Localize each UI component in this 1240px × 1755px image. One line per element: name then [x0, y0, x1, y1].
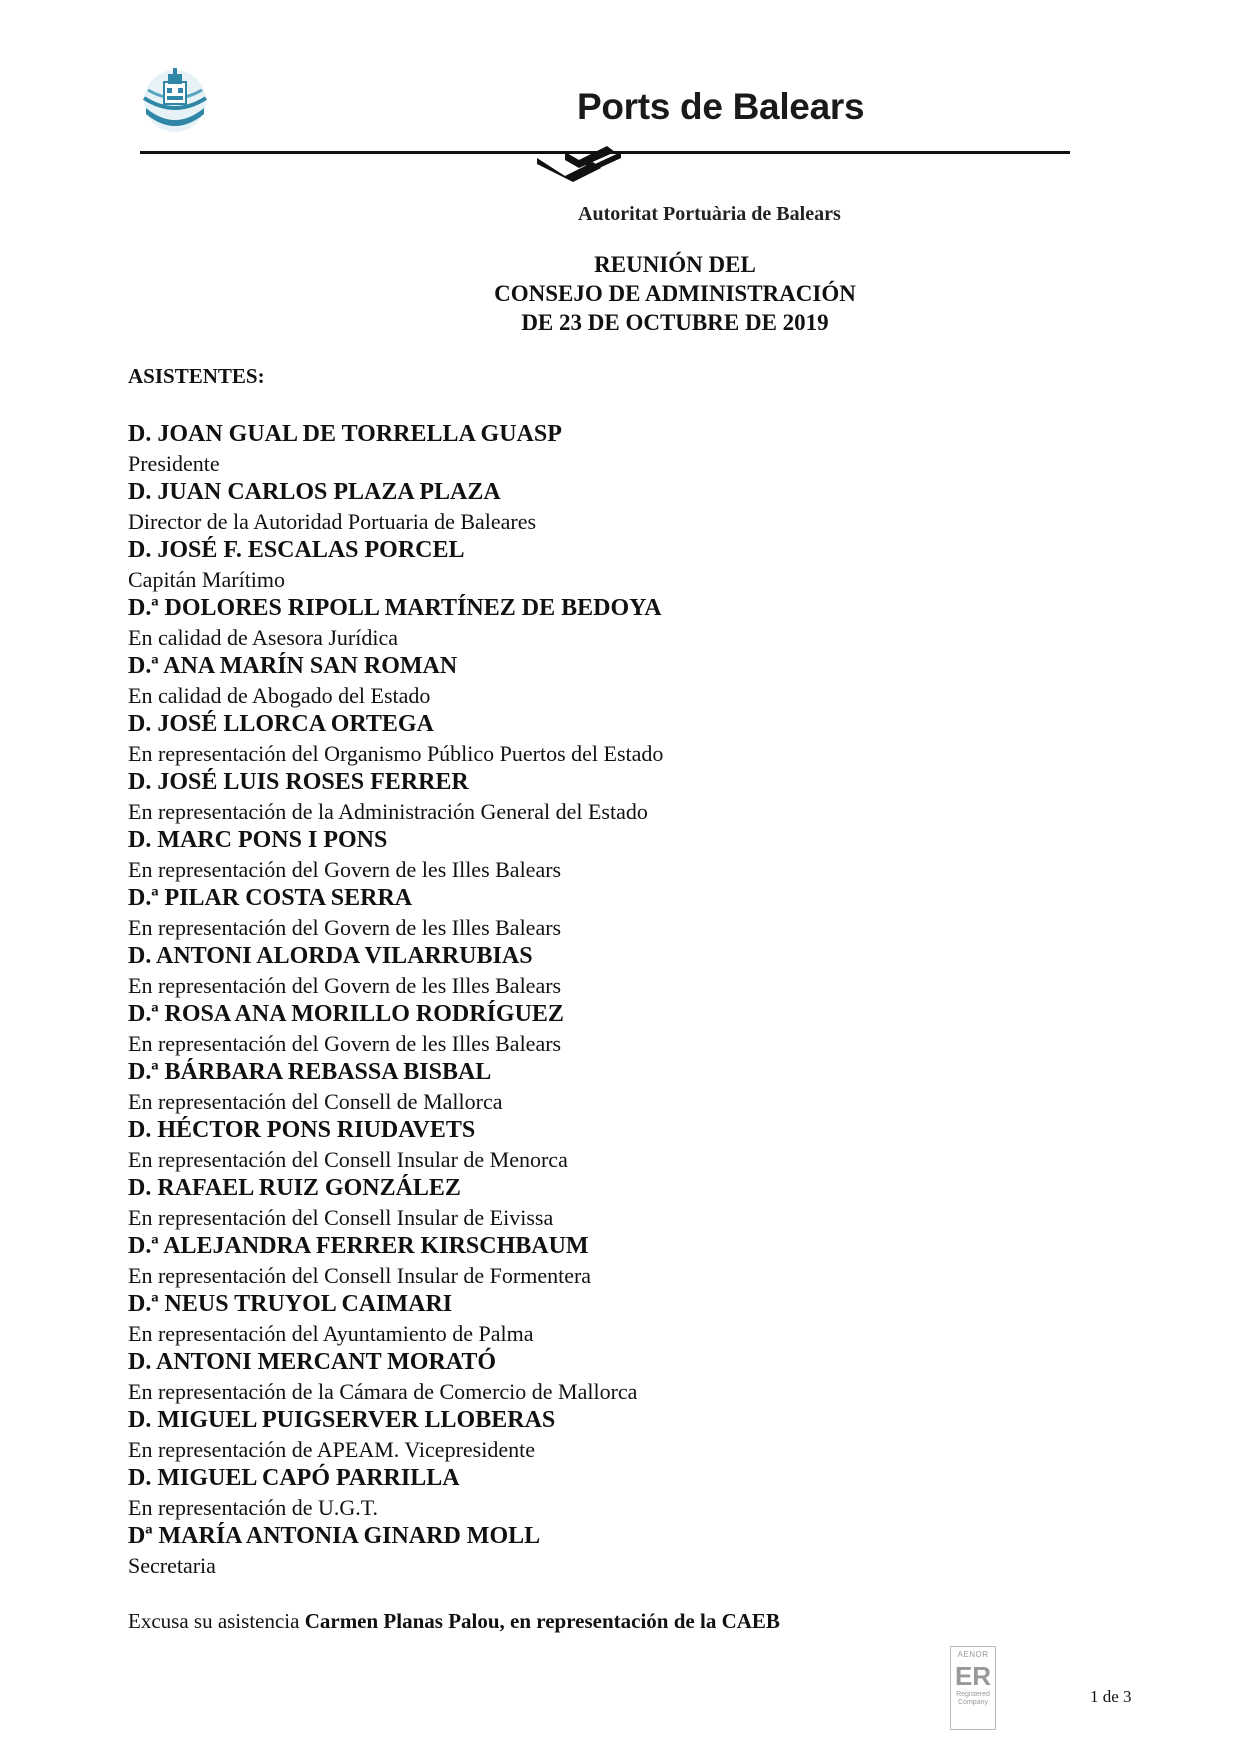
attendee-name: Dª MARÍA ANTONIA GINARD MOLL: [128, 1523, 541, 1549]
attendee-entry: [128, 884, 1028, 942]
attendee-role: En representación del Organismo Público Puertos del Estado: [128, 741, 664, 766]
attendee-entry: [128, 536, 1028, 594]
attendee-name: D. MARC PONS I PONS: [128, 827, 388, 853]
attendee-role: Secretaria: [128, 1553, 216, 1578]
attendee-name: D. HÉCTOR PONS RIUDAVETS: [128, 1117, 476, 1143]
attendee-name: D.ª BÁRBARA REBASSA BISBAL: [128, 1059, 492, 1085]
attendee-name: D. JOSÉ F. ESCALAS PORCEL: [128, 537, 465, 563]
attendee-role: En representación de la Cámara de Comercio de Mallorca: [128, 1379, 638, 1404]
attendee-role: En representación del Consell Insular de Menorca: [128, 1147, 568, 1172]
ports-de-balears-logo: [140, 68, 210, 134]
attendee-role: En representación del Ayuntamiento de Palma: [128, 1321, 534, 1346]
attendee-name: D. MIGUEL CAPÓ PARRILLA: [128, 1465, 460, 1491]
attendee-entry: [128, 1464, 1028, 1522]
brand-name: Ports de Balears: [577, 86, 865, 127]
attendee-entry: [128, 1058, 1028, 1116]
attendee-role: En calidad de Abogado del Estado: [128, 683, 431, 708]
attendee-name: D. JOSÉ LUIS ROSES FERRER: [128, 769, 469, 795]
attendee-entry: [128, 1290, 1028, 1348]
attendee-role: En representación de APEAM. Vicepresidente: [128, 1437, 535, 1462]
attendee-entry: [128, 826, 1028, 884]
attendee-entry: [128, 1406, 1028, 1464]
authority-name: Autoritat Portuària de Balears: [578, 203, 841, 225]
excused-absence-note: [128, 1609, 780, 1634]
title-line-3: DE 23 DE OCTUBRE DE 2019: [521, 310, 829, 335]
attendee-name: D. JOSÉ LLORCA ORTEGA: [128, 711, 434, 737]
attendee-entry: [128, 710, 1028, 768]
attendee-role: Capitán Marítimo: [128, 567, 286, 592]
attendee-role: En representación del Govern de les Illes Balears: [128, 1031, 562, 1056]
attendee-role: En representación del Govern de les Illes Balears: [128, 857, 562, 882]
attendee-name: D.ª DOLORES RIPOLL MARTÍNEZ DE BEDOYA: [128, 595, 662, 621]
page-number: 1 de 3: [1090, 1687, 1132, 1706]
attendee-role: En representación de U.G.T.: [128, 1495, 379, 1520]
attendee-entry: [128, 652, 1028, 710]
attendee-role: En representación del Consell Insular de Formentera: [128, 1263, 592, 1288]
attendee-name: D. JUAN CARLOS PLAZA PLAZA: [128, 479, 501, 505]
title-line-1: REUNIÓN DEL: [594, 252, 756, 277]
aenor-certification-badge: [950, 1646, 996, 1730]
attendees-heading: ASISTENTES:: [128, 364, 265, 388]
attendee-entry: [128, 1522, 1028, 1580]
cert-issuer: AENOR: [957, 1650, 989, 1659]
attendee-role: Director de la Autoridad Portuaria de Baleares: [128, 509, 537, 534]
attendee-entry: [128, 594, 1028, 652]
attendee-role: Presidente: [128, 451, 220, 476]
attendee-name: D.ª PILAR COSTA SERRA: [128, 885, 413, 911]
attendee-entry: [128, 1174, 1028, 1232]
attendee-role: En representación de la Administración General del Estado: [128, 799, 648, 824]
attendee-entry: [128, 1348, 1028, 1406]
brand-mark-icon: [535, 146, 625, 186]
attendee-role: En representación del Govern de les Illes Balears: [128, 915, 562, 940]
attendee-name: D. JOAN GUAL DE TORRELLA GUASP: [128, 421, 562, 447]
attendee-name: D.ª ROSA ANA MORILLO RODRÍGUEZ: [128, 1001, 564, 1027]
attendee-name: D.ª NEUS TRUYOL CAIMARI: [128, 1291, 453, 1317]
attendee-entry: [128, 1116, 1028, 1174]
cert-label: Registered Company: [956, 1691, 990, 1706]
attendee-name: D.ª ALEJANDRA FERRER KIRSCHBAUM: [128, 1233, 589, 1259]
attendee-entry: [128, 768, 1028, 826]
attendee-entry: [128, 478, 1028, 536]
attendee-name: D. MIGUEL PUIGSERVER LLOBERAS: [128, 1407, 556, 1433]
cert-mark: ER: [954, 1661, 992, 1691]
excuse-prefix: Excusa su asistencia: [128, 1609, 305, 1633]
excused-person: Carmen Planas Palou, en representación de la CAEB: [304, 1609, 780, 1633]
title-line-2: CONSEJO DE ADMINISTRACIÓN: [494, 281, 856, 306]
attendee-name: D. ANTONI MERCANT MORATÓ: [128, 1349, 497, 1375]
attendee-entry: [128, 1000, 1028, 1058]
attendee-name: D. RAFAEL RUIZ GONZÁLEZ: [128, 1175, 461, 1201]
meeting-title: [370, 250, 980, 337]
attendee-role: En representación del Consell Insular de Eivissa: [128, 1205, 554, 1230]
attendee-entry: [128, 942, 1028, 1000]
attendee-name: D. ANTONI ALORDA VILARRUBIAS: [128, 943, 533, 969]
attendees-list: [128, 420, 1028, 1580]
attendee-role: En representación del Govern de les Illes Balears: [128, 973, 562, 998]
attendee-entry: [128, 420, 1028, 478]
attendee-entry: [128, 1232, 1028, 1290]
attendee-role: En representación del Consell de Mallorca: [128, 1089, 503, 1114]
attendee-role: En calidad de Asesora Jurídica: [128, 625, 399, 650]
attendee-name: D.ª ANA MARÍN SAN ROMAN: [128, 653, 458, 679]
